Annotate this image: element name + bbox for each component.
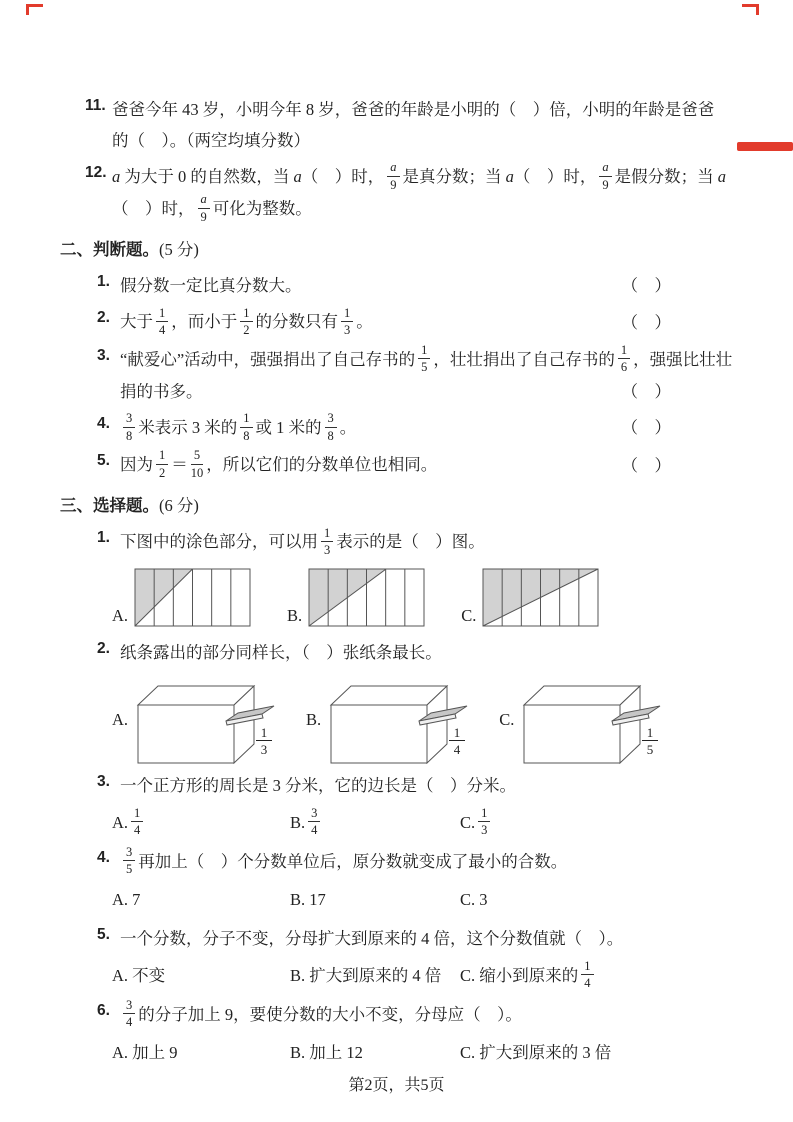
choice-item-5-stem: 一个分数，分子不变，分母扩大到原来的 4 倍，这个分数值就（ ）。 — [120, 928, 624, 948]
svg-text:4: 4 — [453, 741, 461, 757]
choice-section-score: (6 分) — [159, 496, 199, 516]
shaded-strip-diagram-c — [482, 568, 599, 627]
choice-item-5-option-b: B. 扩大到原来的 4 倍 — [290, 965, 442, 985]
judge-item-5-number: 5. — [97, 452, 110, 470]
question-12-line-2: （ ）时， $\frac{a}{9}$ 可化为整数。 — [112, 192, 312, 224]
choice-item-4-option-c: C. 3 — [460, 889, 488, 909]
choice-item-5-number: 5. — [97, 925, 110, 943]
page-content — [60, 94, 733, 1076]
choice-item-1-figures — [112, 568, 733, 627]
judge-item-4-text: $\frac{3}{8}$ 米表示 3 米的 $\frac{1}{8}$ 或 1 米的 $\frac{3}{8}$ 。 — [120, 413, 622, 444]
choice-item-1 — [97, 526, 733, 559]
red-corner-mark-right — [742, 4, 759, 15]
choice-section-title — [60, 492, 733, 520]
red-edge-bar — [737, 142, 793, 151]
choice-item-6-option-b: B. 加上 12 — [290, 1042, 363, 1062]
choice-item-2-figures — [112, 673, 733, 768]
figure-a — [112, 568, 251, 627]
judge-item-3-number: 3. — [97, 346, 110, 364]
judge-item-1-number: 1. — [97, 273, 110, 291]
question-11-line-1: 爸爸今年 43 岁，小明今年 8 岁，爸爸的年龄是小明的（ ）倍，小明的年龄是爸爸 — [112, 100, 715, 119]
paper-strip-box-c — [520, 673, 670, 768]
choice-item-4-number: 4. — [97, 848, 110, 866]
question-12-number: 12. — [85, 164, 107, 181]
choice-item-3-stem: 一个正方形的周长是 3 分米，它的边长是（ ）分米。 — [120, 775, 516, 795]
choice-item-3-options — [112, 806, 733, 840]
svg-text:1: 1 — [260, 724, 268, 740]
choice-item-4-options — [112, 883, 733, 917]
box-b-label: B. — [306, 710, 322, 730]
choice-item-6-options — [112, 1036, 733, 1070]
figure-c-label: C. — [461, 605, 477, 625]
judge-item-2 — [97, 306, 733, 339]
choice-item-3-option-c: C. $\frac{1}{3}$ — [460, 806, 493, 840]
page-footer: 第2页，共5页 — [348, 1077, 445, 1094]
shaded-strip-diagram-b — [308, 568, 425, 627]
judge-item-3-answer-paren: （ ） — [621, 381, 671, 401]
choice-item-3 — [97, 770, 733, 802]
judge-section-score: (5 分) — [159, 240, 199, 260]
choice-item-3-number: 3. — [97, 772, 110, 790]
choice-item-5-option-c: C. 缩小到原来的 $\frac{1}{4}$ — [460, 959, 597, 993]
judge-item-2-answer-paren: （ ） — [621, 313, 671, 333]
choice-item-6-option-c: C. 扩大到原来的 3 倍 — [460, 1042, 612, 1062]
judge-item-5 — [97, 449, 733, 482]
choice-item-3-option-a: A. $\frac{1}{4}$ — [112, 806, 290, 840]
choice-section-title-text: 三、选择题。 — [60, 497, 159, 516]
choice-item-2-stem: 纸条露出的部分同样长，（ ）张纸条最长。 — [120, 642, 442, 662]
judge-item-5-answer-paren: （ ） — [621, 455, 671, 475]
svg-text:1: 1 — [453, 724, 461, 740]
svg-text:3: 3 — [260, 741, 268, 757]
svg-text:1: 1 — [647, 724, 654, 740]
judge-item-2-number: 2. — [97, 309, 110, 327]
figure-a-label: A. — [112, 605, 129, 625]
figure-b — [287, 568, 425, 627]
box-figure-b — [306, 673, 477, 768]
judge-section-title-text: 二、判断题。 — [60, 241, 159, 260]
choice-item-1-number: 1. — [97, 529, 110, 547]
question-11-number: 11. — [85, 97, 106, 114]
question-12 — [85, 161, 733, 226]
figure-b-label: B. — [287, 605, 303, 625]
box-a-label: A. — [112, 710, 129, 730]
question-11-line-2: 的（ ）。（两空均填分数） — [112, 131, 310, 150]
choice-item-4-option-b: B. 17 — [290, 889, 326, 909]
judge-item-4 — [97, 412, 733, 445]
choice-item-4-stem: $\frac{3}{5}$ 再加上（ ）个分数单位后，原分数就变成了最小的合数。 — [120, 847, 733, 878]
choice-item-4-option-a: A. 7 — [112, 889, 141, 909]
svg-text:5: 5 — [647, 741, 654, 757]
choice-item-4 — [97, 846, 733, 879]
choice-item-5-options — [112, 959, 733, 993]
choice-item-6-option-a: A. 加上 9 — [112, 1042, 178, 1062]
figure-c — [461, 568, 599, 627]
judge-item-3-line-2: 捐的书多。 — [120, 381, 203, 401]
judge-item-1-text: 假分数一定比真分数大。 — [120, 276, 302, 296]
judge-item-3-line-1: “献爱心”活动中，强强捐出了自己存书的 $\frac{1}{5}$ ，壮壮捐出了自己存书的 $\frac{1}{6}$ ，强强比壮壮 — [120, 342, 733, 375]
box-c-label: C. — [499, 710, 515, 730]
choice-item-6-stem: $\frac{3}{4}$ 的分子加上 9，要使分数的大小不变，分母应（ ）。 — [120, 1000, 733, 1031]
judge-item-2-text: 大于 $\frac{1}{4}$ ，而小于 $\frac{1}{2}$ 的分数只有 $\frac{1}{3}$ 。 — [120, 305, 373, 338]
choice-item-1-stem: 下图中的涂色部分，可以用 $\frac{1}{3}$ 表示的是（ ）图。 — [120, 525, 485, 558]
choice-item-3-option-b: B. $\frac{3}{4}$ — [290, 806, 460, 840]
judge-item-3 — [97, 344, 733, 408]
choice-item-2 — [97, 637, 733, 669]
question-12-line-1: a 为大于 0 的自然数，当 a（ ）时， $\frac{a}{9}$ 是真分数；当 a（ ）时， $\frac{a}{9}$ 是假分数；当 a — [112, 160, 726, 192]
judge-item-1-answer-paren: （ ） — [621, 276, 671, 296]
choice-item-6-number: 6. — [97, 1001, 110, 1019]
choice-item-2-number: 2. — [97, 639, 110, 657]
judge-item-4-answer-paren: （ ） — [621, 418, 671, 438]
choice-item-6 — [97, 999, 733, 1032]
judge-section-title — [60, 236, 733, 264]
box-figure-c — [499, 673, 670, 768]
red-corner-mark-left — [26, 4, 43, 15]
judge-item-5-text: 因为 $\frac{1}{2}$ ＝ $\frac{5}{10}$ ，所以它们的分数单位也相同。 — [120, 448, 438, 480]
shaded-strip-diagram-a — [134, 568, 251, 627]
choice-item-5-option-a: A. 不变 — [112, 965, 166, 985]
paper-strip-box-b — [327, 673, 477, 768]
judge-item-1 — [97, 270, 733, 302]
question-11 — [85, 94, 733, 157]
choice-item-5 — [97, 923, 733, 955]
paper-strip-box-a — [134, 673, 284, 768]
judge-item-4-number: 4. — [97, 414, 110, 432]
box-figure-a — [112, 673, 284, 768]
